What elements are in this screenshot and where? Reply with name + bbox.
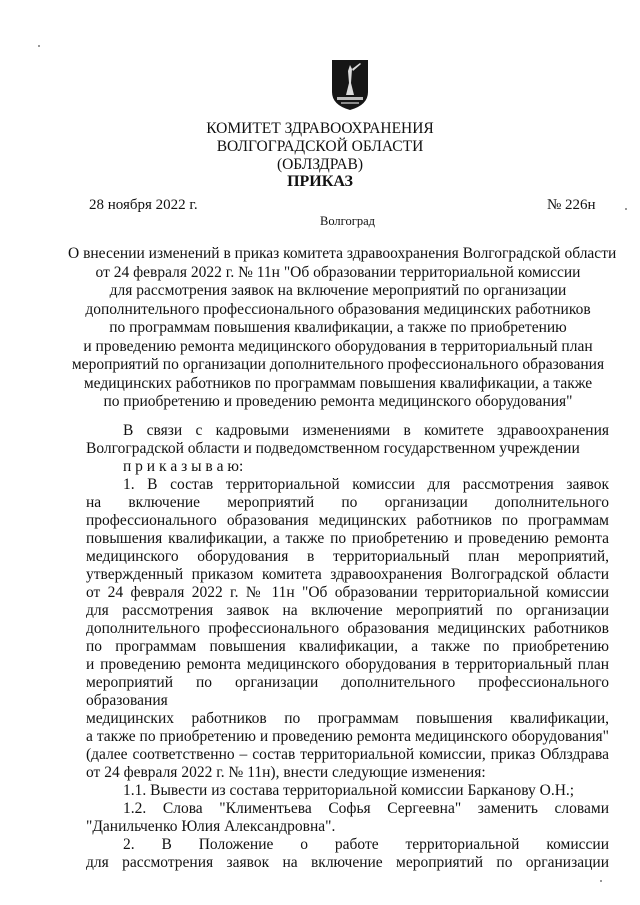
body-line: от 24 февраля 2022 г. № 11н), внести следующие изменения: — [86, 764, 486, 781]
body-line: а также по приобретению и проведению ремонта медицинского оборудования" — [86, 728, 609, 745]
org-name-line1: КОМИТЕТ ЗДРАВООХРАНЕНИЯ — [206, 120, 434, 137]
body-line: п р и к а з ы в а ю: — [123, 458, 244, 475]
document-title — [68, 245, 617, 412]
title-line: для рассмотрения заявок на включение мероприятий по организации — [109, 282, 567, 299]
title-line: по программам повышения квалификации, а также по приобретению — [109, 319, 567, 336]
document-date: 28 ноября 2022 г. — [89, 197, 198, 213]
body-line: 1. В состав территориальной комиссии для рассмотрения заявок — [123, 476, 609, 493]
body-line: медицинского оборудования в территориальный план мероприятий, — [86, 548, 609, 565]
org-short-name: (ОБЛЗДРАВ) — [276, 156, 364, 173]
body-line: "Данильченко Юлия Александровна". — [86, 818, 336, 835]
body-line: по программам повышения квалификации, а также по приобретению — [86, 638, 609, 655]
body-line: 2. В Положение о работе территориальной комиссии — [123, 836, 609, 853]
body-line: и проведению ремонта медицинского оборудования в территориальный план — [86, 656, 609, 673]
body-line: 1.2. Слова "Климентьева Софья Сергеевна" заменить словами — [123, 800, 609, 817]
body-line: дополнительного профессионального образования медицинских работников — [86, 620, 609, 637]
body-line: (далее соответственно – состав территориальной комиссии, приказ Облздрава — [86, 746, 609, 763]
body-line: Волгоградской области и подведомственном государственном учреждении — [86, 440, 580, 457]
body-line: для рассмотрения заявок на включение мероприятий по организации — [86, 854, 609, 871]
title-line: и проведению ремонта медицинского оборудования в территориальный план — [83, 337, 593, 355]
title-line: от 24 февраля 2022 г. № 11н "Об образовании территориальной комиссии — [95, 263, 581, 281]
body-line: от 24 февраля 2022 г. № 11н "Об образовании территориальной комиссии — [86, 584, 609, 601]
document-city: Волгоград — [320, 214, 376, 228]
title-line: по приобретению и проведению ремонта медицинского оборудования" — [103, 393, 573, 410]
body-line: В связи с кадровыми изменениями в комитете здравоохранения — [123, 422, 609, 439]
body-line: профессионального образования медицинских работников по программам — [86, 512, 609, 529]
title-line: О внесении изменений в приказ комитета здравоохранения Волгоградской области — [68, 245, 617, 262]
body-line: 1.1. Вывести из состава территориальной комиссии Барканову О.Н.; — [123, 782, 575, 799]
body-line: повышения квалификации, а также по приобретению и проведению ремонта — [86, 530, 609, 547]
body-line: медицинских работников по программам повышения квалификации, — [86, 710, 609, 727]
body-line: для рассмотрения заявок на включение мероприятий по организации — [86, 602, 609, 619]
title-line: дополнительного профессионального образования медицинских работников — [85, 300, 591, 318]
scan-speck — [625, 208, 627, 210]
document-body — [86, 422, 609, 872]
scan-speck — [600, 880, 602, 882]
document-number: № 226н — [547, 197, 596, 213]
volgograd-emblem-icon — [331, 59, 369, 111]
body-line: на включение мероприятий по организации дополнительного — [86, 494, 609, 511]
document-type: ПРИКАЗ — [287, 173, 353, 190]
scan-speck — [38, 45, 40, 47]
org-name-line2: ВОЛГОГРАДСКОЙ ОБЛАСТИ — [216, 138, 424, 155]
body-line: мероприятий по организации дополнительного профессионального образования — [86, 674, 609, 709]
title-line: медицинских работников по программам повышения квалификации, а также — [83, 374, 593, 392]
title-line: мероприятий по организации дополнительного профессионального образования — [71, 356, 605, 373]
body-line: утвержденный приказом комитета здравоохранения Волгоградской области — [86, 566, 609, 583]
